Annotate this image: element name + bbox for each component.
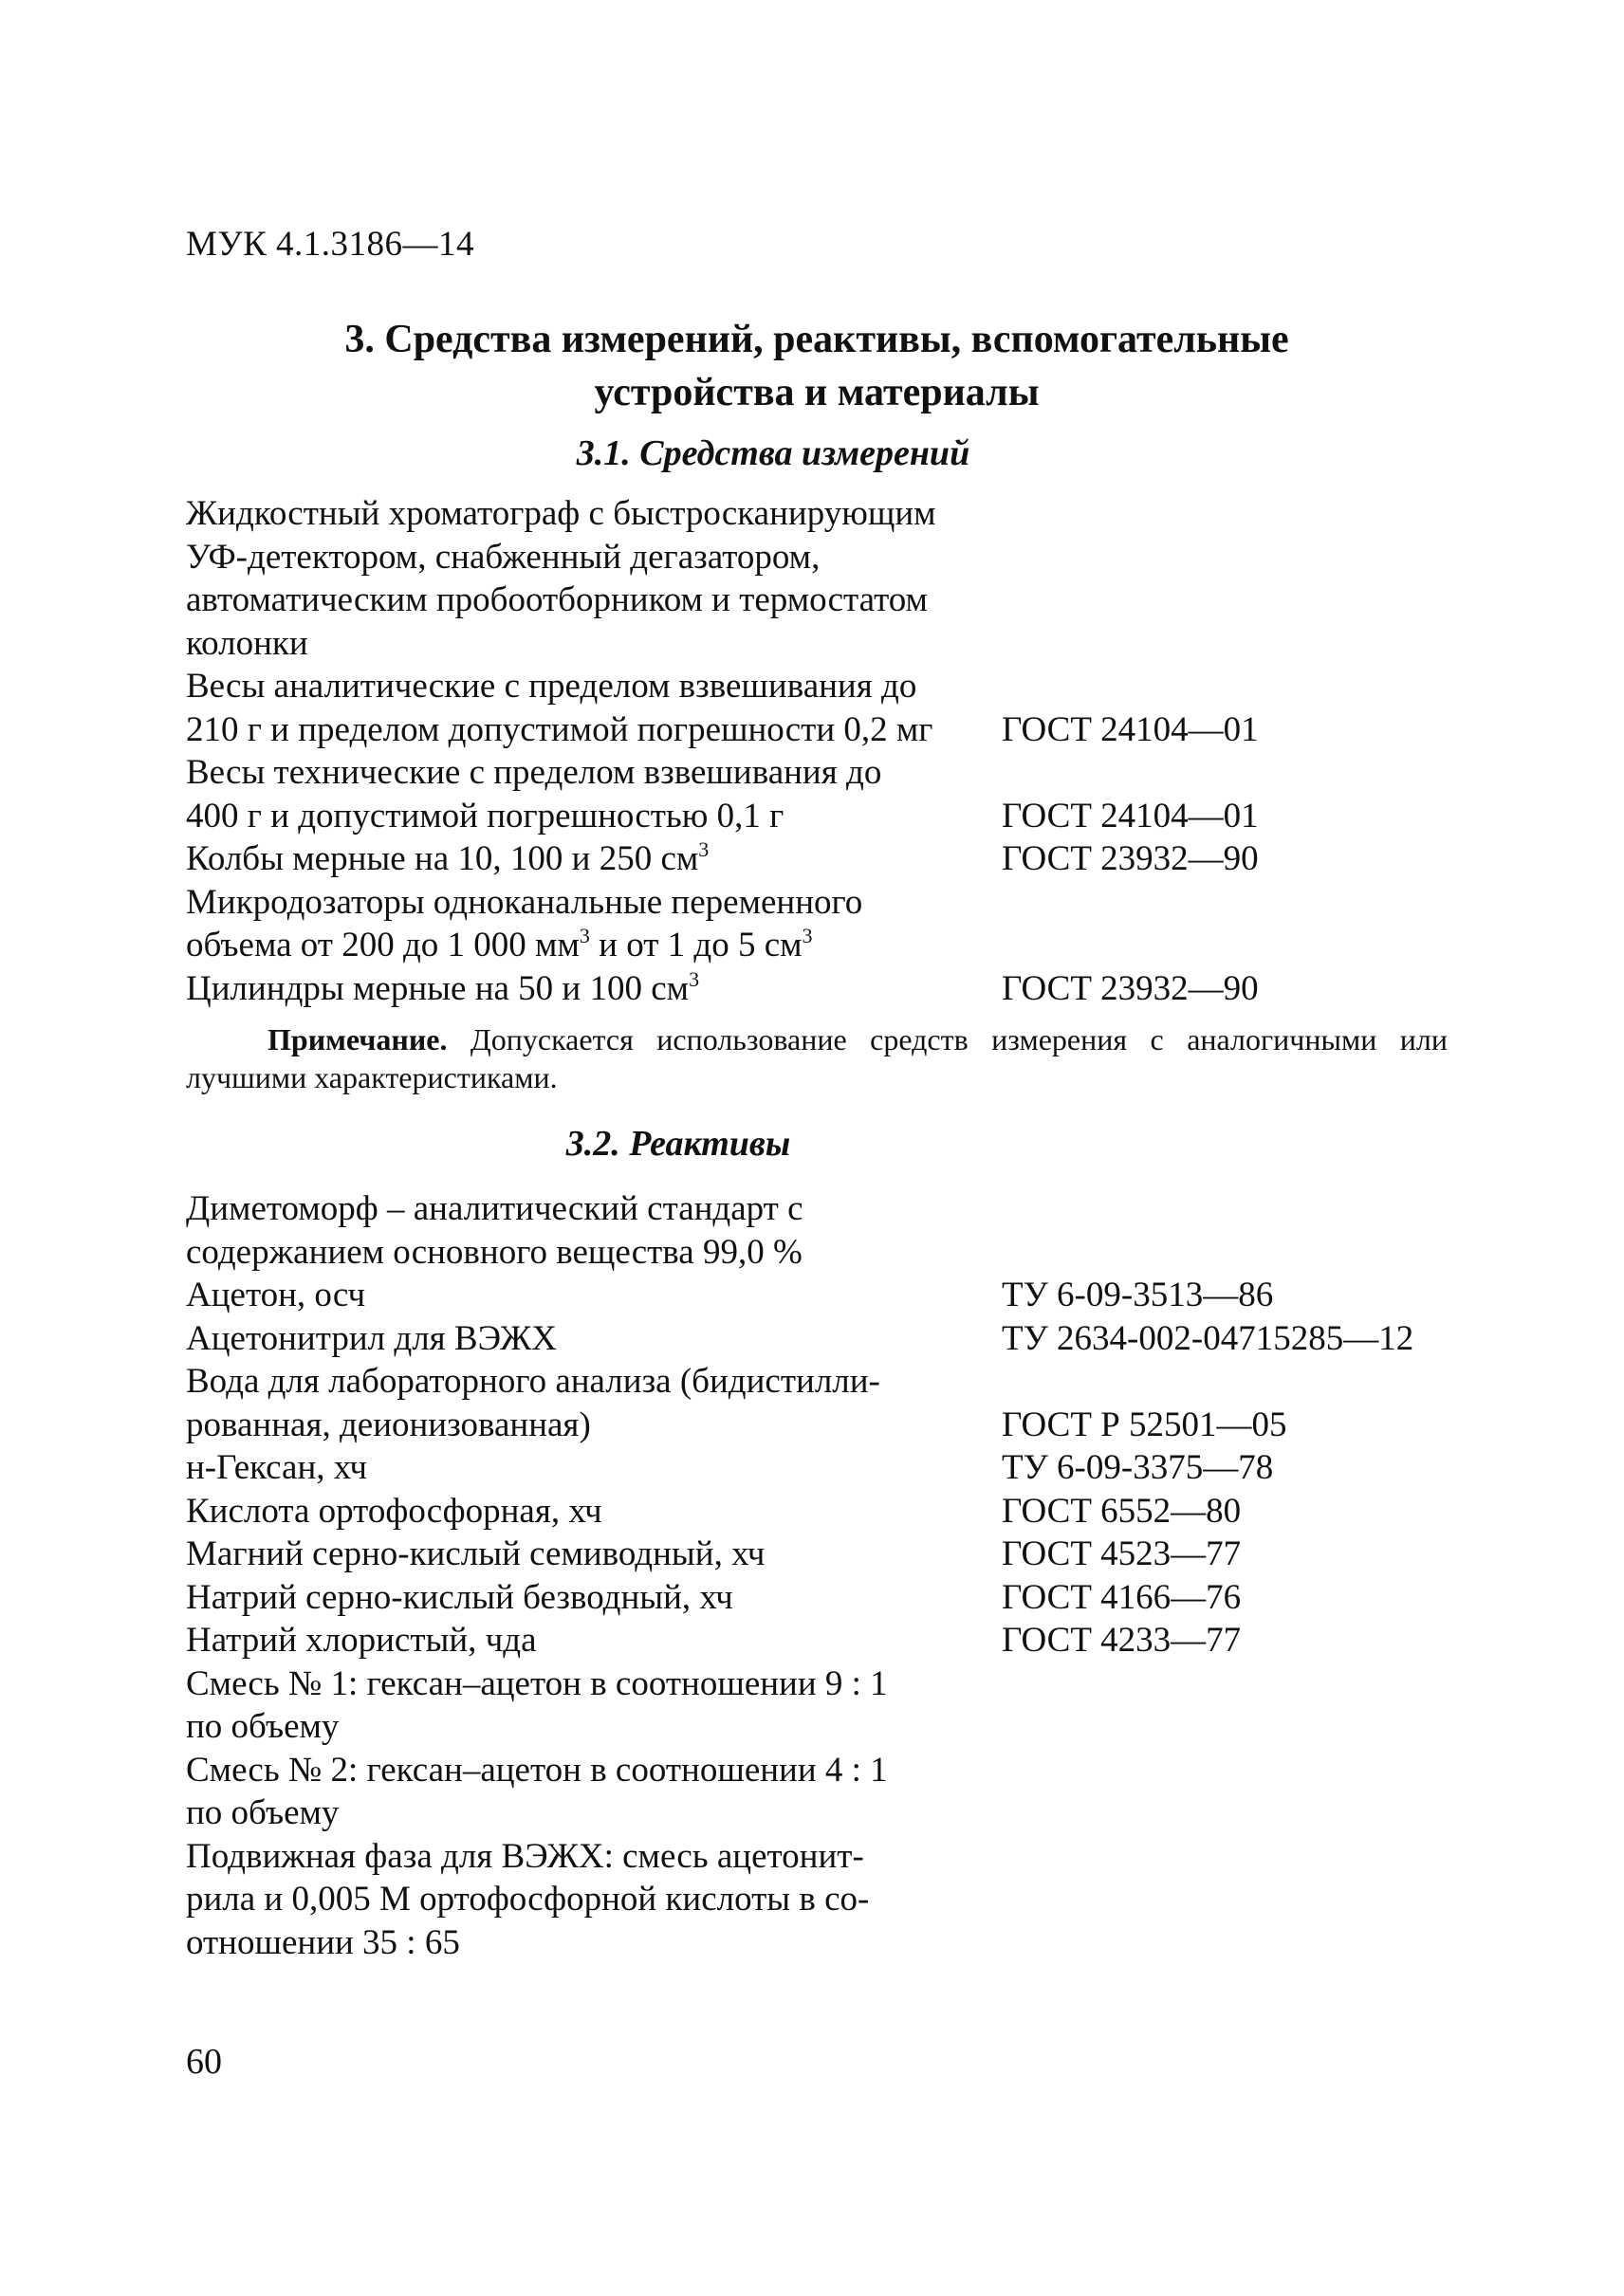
note-paragraph xyxy=(186,1020,1448,1096)
superscript: 3 xyxy=(698,837,710,861)
item-standard: ГОСТ 6552—80 xyxy=(1002,1491,1242,1531)
item-text: Подвижная фаза для ВЭЖХ: смесь ацетонит- xyxy=(186,1836,864,1876)
item-text-wrap xyxy=(186,967,1002,1011)
item-text: содержанием основного вещества 99,0 % xyxy=(186,1232,803,1272)
item-text: рила и 0,005 М ортофосфорной кислоты в со- xyxy=(186,1880,870,1919)
list-item xyxy=(186,492,1514,536)
item-text: Кислота ортофосфорная, хч xyxy=(186,1491,602,1531)
superscript: 3 xyxy=(689,966,700,991)
item-text: Цилиндры мерные на 50 и 100 см xyxy=(186,968,690,1008)
list-item xyxy=(186,536,1514,579)
list-item xyxy=(186,1878,1514,1921)
page-number: 60 xyxy=(186,2042,222,2082)
item-text: Жидкостный хроматограф с быстросканирующим xyxy=(186,494,936,533)
section-title-line-1: 3. Средства измерений, реактивы, вспомогательные xyxy=(344,318,1289,361)
list-item xyxy=(186,1619,1514,1662)
item-standard: ГОСТ 4166—76 xyxy=(1002,1577,1242,1617)
list-item xyxy=(186,837,1514,881)
list-item xyxy=(186,1533,1514,1576)
item-text-wrap xyxy=(186,837,1002,881)
item-text: 400 г и допустимой погрешностью 0,1 г xyxy=(186,796,784,836)
list-item xyxy=(186,579,1514,622)
item-text: Весы технические с пределом взвешивания до xyxy=(186,753,882,792)
list-item xyxy=(186,1360,1514,1404)
list-item xyxy=(186,1576,1514,1620)
item-standard: ГОСТ 23932—90 xyxy=(1002,968,1259,1008)
superscript: 3 xyxy=(579,924,590,947)
note-text: Допускается использование средств измерения с аналогичными или лучшими характеристиками. xyxy=(186,1022,1448,1094)
item-text: УФ-детектором, снабженный дегазатором, xyxy=(186,537,821,577)
item-text: Ацетон, осч xyxy=(186,1276,366,1314)
item-text: н-Гексан, хч xyxy=(186,1448,368,1487)
list-item xyxy=(186,967,1514,1011)
list-item xyxy=(186,881,1514,925)
item-standard: ГОСТ 4523—77 xyxy=(1002,1534,1242,1573)
item-text: Смесь № 2: гексан–ацетон в соотношении 4 : 1 xyxy=(186,1750,888,1790)
measuring-instruments-list xyxy=(186,492,1514,1010)
section-title-line-2: устройства и материалы xyxy=(594,371,1040,414)
document-code: МУК 4.1.3186—14 xyxy=(186,225,475,264)
list-item xyxy=(186,1835,1514,1879)
reagents-list xyxy=(186,1187,1514,1964)
list-item xyxy=(186,1187,1514,1231)
subsection-title-reagents: 3.2. Реактивы xyxy=(565,1124,791,1164)
item-standard: ГОСТ 23932—90 xyxy=(1002,839,1259,878)
list-item xyxy=(186,1404,1514,1447)
list-item xyxy=(186,1490,1514,1534)
note-label: Примечание. xyxy=(268,1022,448,1056)
list-item xyxy=(186,708,1514,752)
item-text: Магний серно-кислый семиводный, хч xyxy=(186,1534,766,1573)
item-text: Смесь № 1: гексан–ацетон в соотношении 9 : 1 xyxy=(186,1663,888,1703)
item-text: Натрий серно-кислый безводный, хч xyxy=(186,1577,733,1617)
list-item xyxy=(186,1791,1514,1835)
item-text: Весы аналитические с пределом взвешивания до xyxy=(186,667,917,706)
list-item xyxy=(186,1705,1514,1749)
item-text: Колбы мерные на 10, 100 и 250 см xyxy=(186,839,699,878)
list-item xyxy=(186,622,1514,666)
list-item xyxy=(186,1446,1514,1490)
list-item xyxy=(186,1921,1514,1965)
list-item xyxy=(186,1662,1514,1706)
item-text: по объему xyxy=(186,1707,340,1746)
item-standard: ГОСТ 24104—01 xyxy=(1002,709,1259,749)
item-text: колонки xyxy=(186,623,308,663)
item-text: по объему xyxy=(186,1793,340,1832)
item-text: Ацетонитрил для ВЭЖХ xyxy=(186,1318,557,1358)
section-title xyxy=(186,313,1448,419)
list-item xyxy=(186,1274,1514,1317)
item-text: Диметоморф – аналитический стандарт с xyxy=(186,1189,803,1228)
subsection-title-measuring-instruments: 3.1. Средства измерений xyxy=(576,433,970,473)
item-text-tail: и от 1 до 5 см xyxy=(589,926,803,964)
item-text-wrap xyxy=(186,924,1002,967)
superscript: 3 xyxy=(802,924,813,947)
item-text: объема от 200 до 1 000 мм xyxy=(186,926,580,964)
list-item xyxy=(186,795,1514,838)
item-text: 210 г и пределом допустимой погрешности 0,2 мг xyxy=(186,709,933,749)
item-text: Вода для лабораторного анализа (бидистилли- xyxy=(186,1362,880,1401)
item-text: автоматическим пробоотборником и термостатом xyxy=(186,580,928,619)
item-standard: ТУ 6-09-3513—86 xyxy=(1002,1276,1274,1314)
list-item xyxy=(186,924,1514,967)
item-standard: ТУ 6-09-3375—78 xyxy=(1002,1448,1274,1487)
list-item xyxy=(186,1231,1514,1275)
item-text: Натрий хлористый, чда xyxy=(186,1621,537,1660)
item-text: отношении 35 : 65 xyxy=(186,1922,460,1962)
list-item xyxy=(186,1749,1514,1792)
list-item xyxy=(186,751,1514,795)
item-standard: ГОСТ 4233—77 xyxy=(1002,1621,1242,1660)
item-standard: ГОСТ Р 52501—05 xyxy=(1002,1405,1287,1444)
item-standard: ГОСТ 24104—01 xyxy=(1002,796,1259,836)
list-item xyxy=(186,665,1514,708)
item-standard: ТУ 2634-002-04715285—12 xyxy=(1002,1318,1414,1358)
item-text: Микродозаторы одноканальные переменного xyxy=(186,882,863,922)
list-item xyxy=(186,1317,1514,1361)
item-text: рованная, деионизованная) xyxy=(186,1405,591,1444)
